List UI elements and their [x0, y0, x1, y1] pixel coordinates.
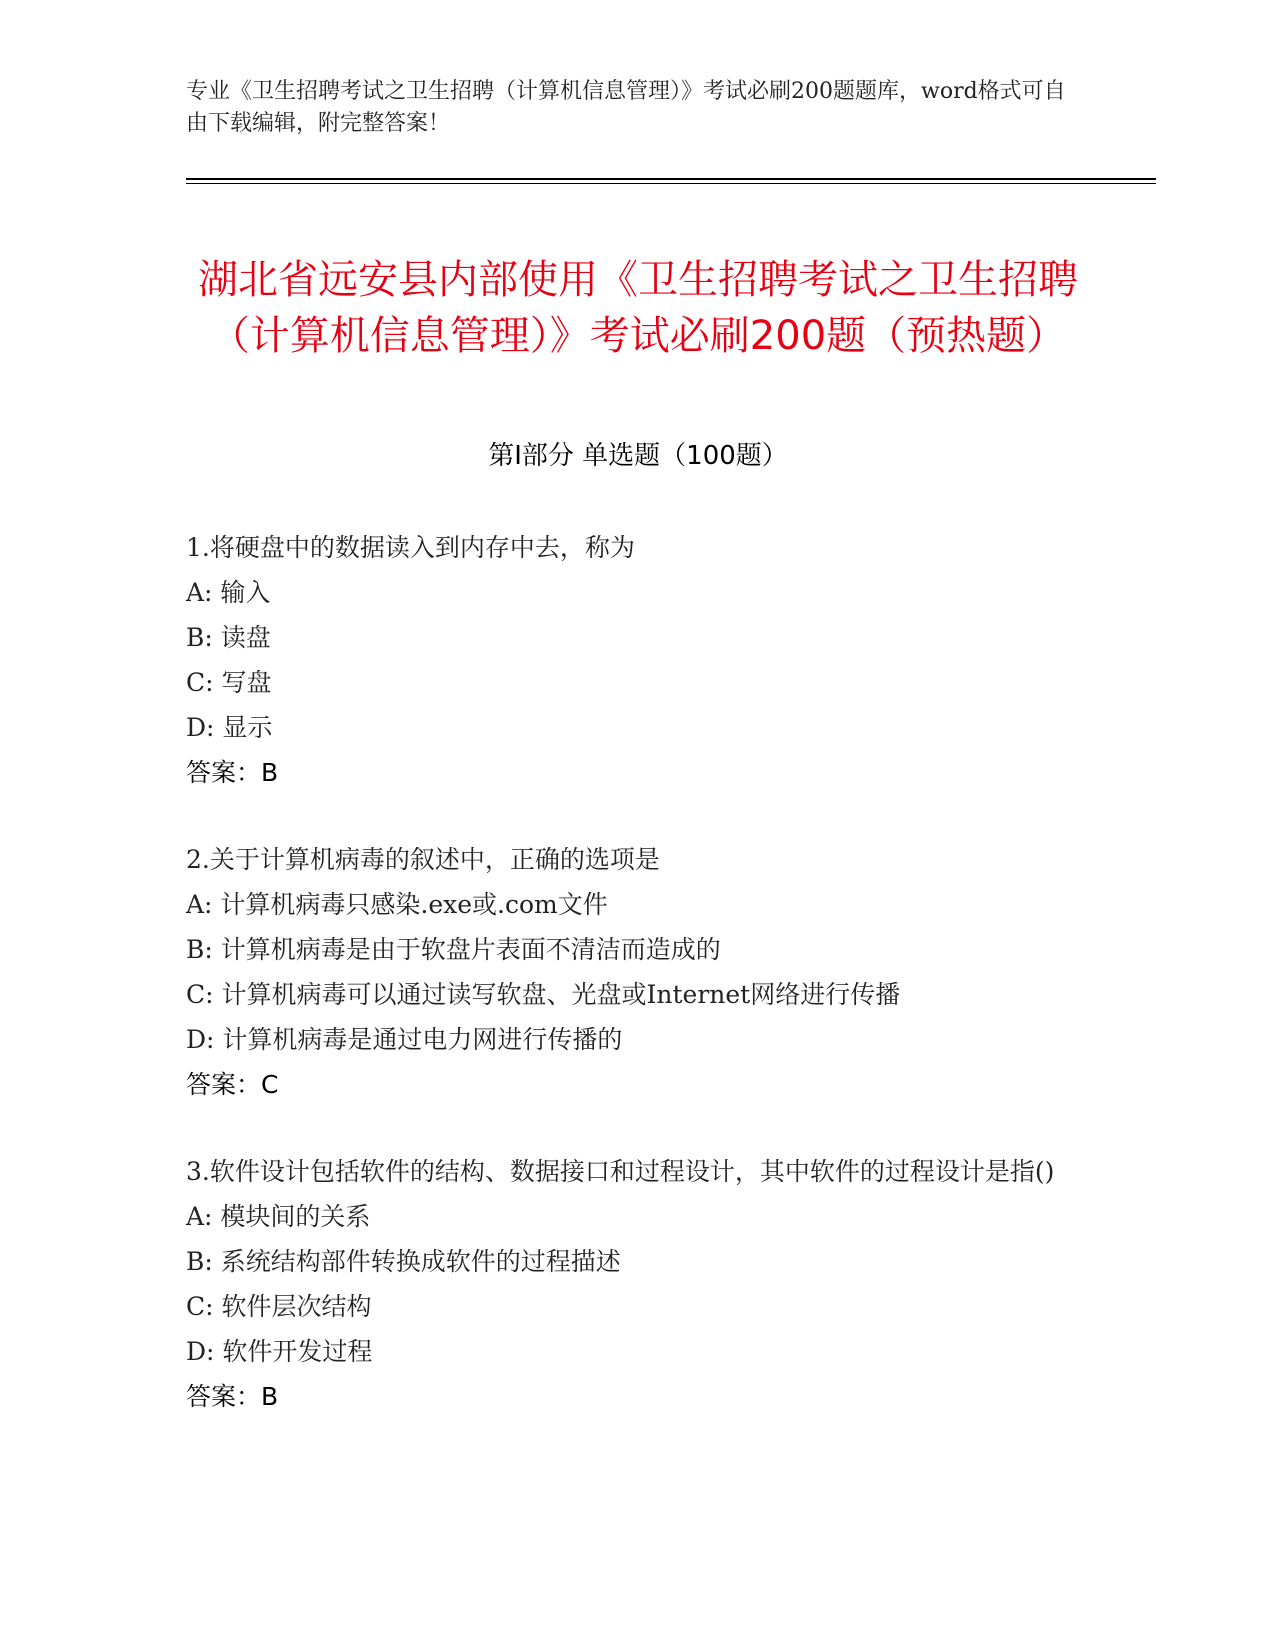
option-b: B: 计算机病毒是由于软盘片表面不清洁而造成的: [186, 935, 721, 964]
option-b: B: 系统结构部件转换成软件的过程描述: [186, 1247, 621, 1276]
header-divider-thin: [186, 183, 1156, 184]
option-d: D: 显示: [186, 713, 273, 742]
question-1: [186, 525, 1066, 795]
option-a: A: 输入: [186, 578, 271, 607]
header-note: 专业《卫生招聘考试之卫生招聘（计算机信息管理）》考试必刷200题题库，word格式可自由下载编辑，附完整答案！: [186, 79, 1066, 136]
question-2: [186, 837, 1066, 1107]
answer-line: 答案：C: [186, 1070, 279, 1099]
answer-line: 答案：B: [186, 1382, 279, 1411]
header-divider-thick: [186, 178, 1156, 180]
document-title: 湖北省远安县内部使用《卫生招聘考试之卫生招聘（计算机信息管理）》考试必刷200题（预热题）: [198, 256, 1078, 359]
question-list: [186, 525, 1066, 1461]
section-title: 第Ⅰ部分 单选题（100题）: [488, 441, 788, 471]
question-3: [186, 1149, 1066, 1419]
question-stem: 3.软件设计包括软件的结构、数据接口和过程设计，其中软件的过程设计是指(): [186, 1157, 1055, 1186]
question-stem: 1.将硬盘中的数据读入到内存中去，称为: [186, 533, 635, 562]
option-c: C: 软件层次结构: [186, 1292, 372, 1321]
option-c: C: 计算机病毒可以通过读写软盘、光盘或Internet网络进行传播: [186, 980, 901, 1009]
answer-line: 答案：B: [186, 758, 279, 787]
option-b: B: 读盘: [186, 623, 271, 652]
option-a: A: 模块间的关系: [186, 1202, 371, 1231]
option-a: A: 计算机病毒只感染.exe或.com文件: [186, 890, 608, 919]
option-d: D: 计算机病毒是通过电力网进行传播的: [186, 1025, 623, 1054]
option-c: C: 写盘: [186, 668, 272, 697]
question-stem: 2.关于计算机病毒的叙述中，正确的选项是: [186, 845, 660, 874]
option-d: D: 软件开发过程: [186, 1337, 373, 1366]
